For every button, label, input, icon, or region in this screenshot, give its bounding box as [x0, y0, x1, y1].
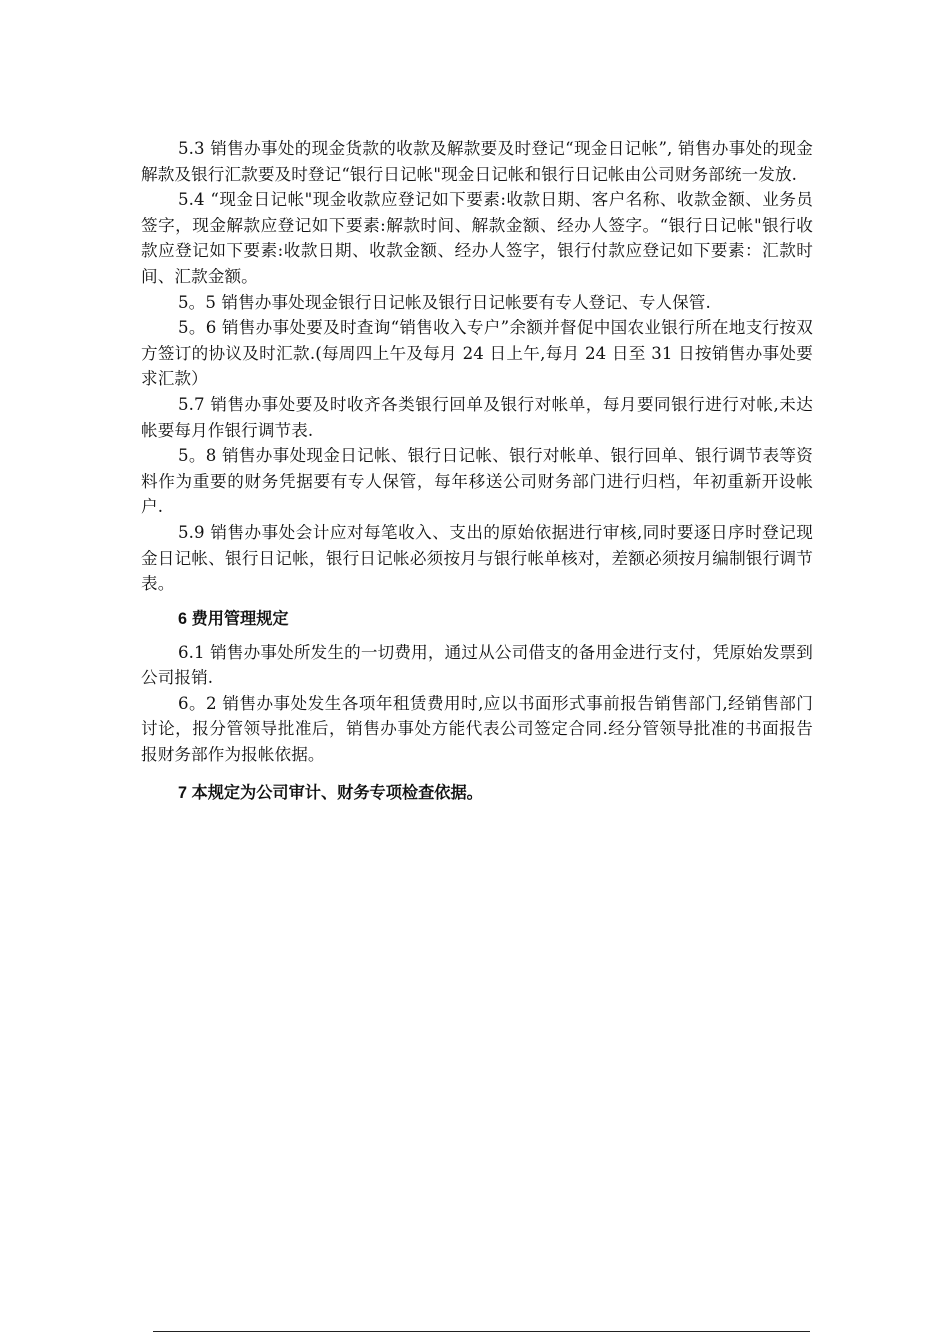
- paragraph-5-4: 5.4 “现金日记帐"现金收款应登记如下要素:收款日期、客户名称、收款金额、业务员签字，现金解款应登记如下要素:解款时间、解款金额、经办人签字。“银行日记帐"银行收款应登记如下要素:收款日期、收款金额、经办人签字，银行付款应登记如下要素：汇款时间、汇款金额。: [141, 190, 813, 286]
- paragraph-6-2: 6。2 销售办事处发生各项年租赁费用时,应以书面形式事前报告销售部门,经销售部门讨论，报分管领导批准后，销售办事处方能代表公司签定合同.经分管领导批准的书面报告报财务部作为报帐依据。: [141, 693, 813, 765]
- paragraph-6-1: 6.1 销售办事处所发生的一切费用，通过从公司借支的备用金进行支付，凭原始发票到公司报销.: [141, 642, 813, 688]
- section-7-heading: 7 本规定为公司审计、财务专项检查依据。: [178, 783, 483, 802]
- document-body: [141, 136, 813, 814]
- section-6-heading: 6 费用管理规定: [178, 609, 289, 628]
- paragraph-5-7: 5.7 销售办事处要及时收齐各类银行回单及银行对帐单，每月要同银行进行对帐,未达帐要每月作银行调节表.: [141, 394, 813, 440]
- paragraph-5-6: 5。6 销售办事处要及时查询“销售收入专户”余额并督促中国农业银行所在地支行按双方签订的协议及时汇款.(每周四上午及每月 24 日上午,每月 24 日至 31 日按销售办事处要求汇款）: [141, 318, 813, 389]
- paragraph-5-5: 5。5 销售办事处现金银行日记帐及银行日记帐要有专人登记、专人保管.: [178, 292, 711, 312]
- paragraph-5-3: 5.3 销售办事处的现金货款的收款及解款要及时登记“现金日记帐”, 销售办事处的现金解款及银行汇款要及时登记“银行日记帐"现金日记帐和银行日记帐由公司财务部统一发放.: [141, 139, 813, 184]
- paragraph-5-9: 5.9 销售办事处会计应对每笔收入、支出的原始依据进行审核,同时要逐日序时登记现金日记帐、银行日记帐，银行日记帐必须按月与银行帐单核对，差额必须按月编制银行调节表。: [141, 522, 813, 594]
- paragraph-5-8: 5。8 销售办事处现金日记帐、银行日记帐、银行对帐单、银行回单、银行调节表等资料作为重要的财务凭据要有专人保管，每年移送公司财务部门进行归档，年初重新开设帐户.: [141, 446, 813, 517]
- footer-divider: [153, 1331, 810, 1332]
